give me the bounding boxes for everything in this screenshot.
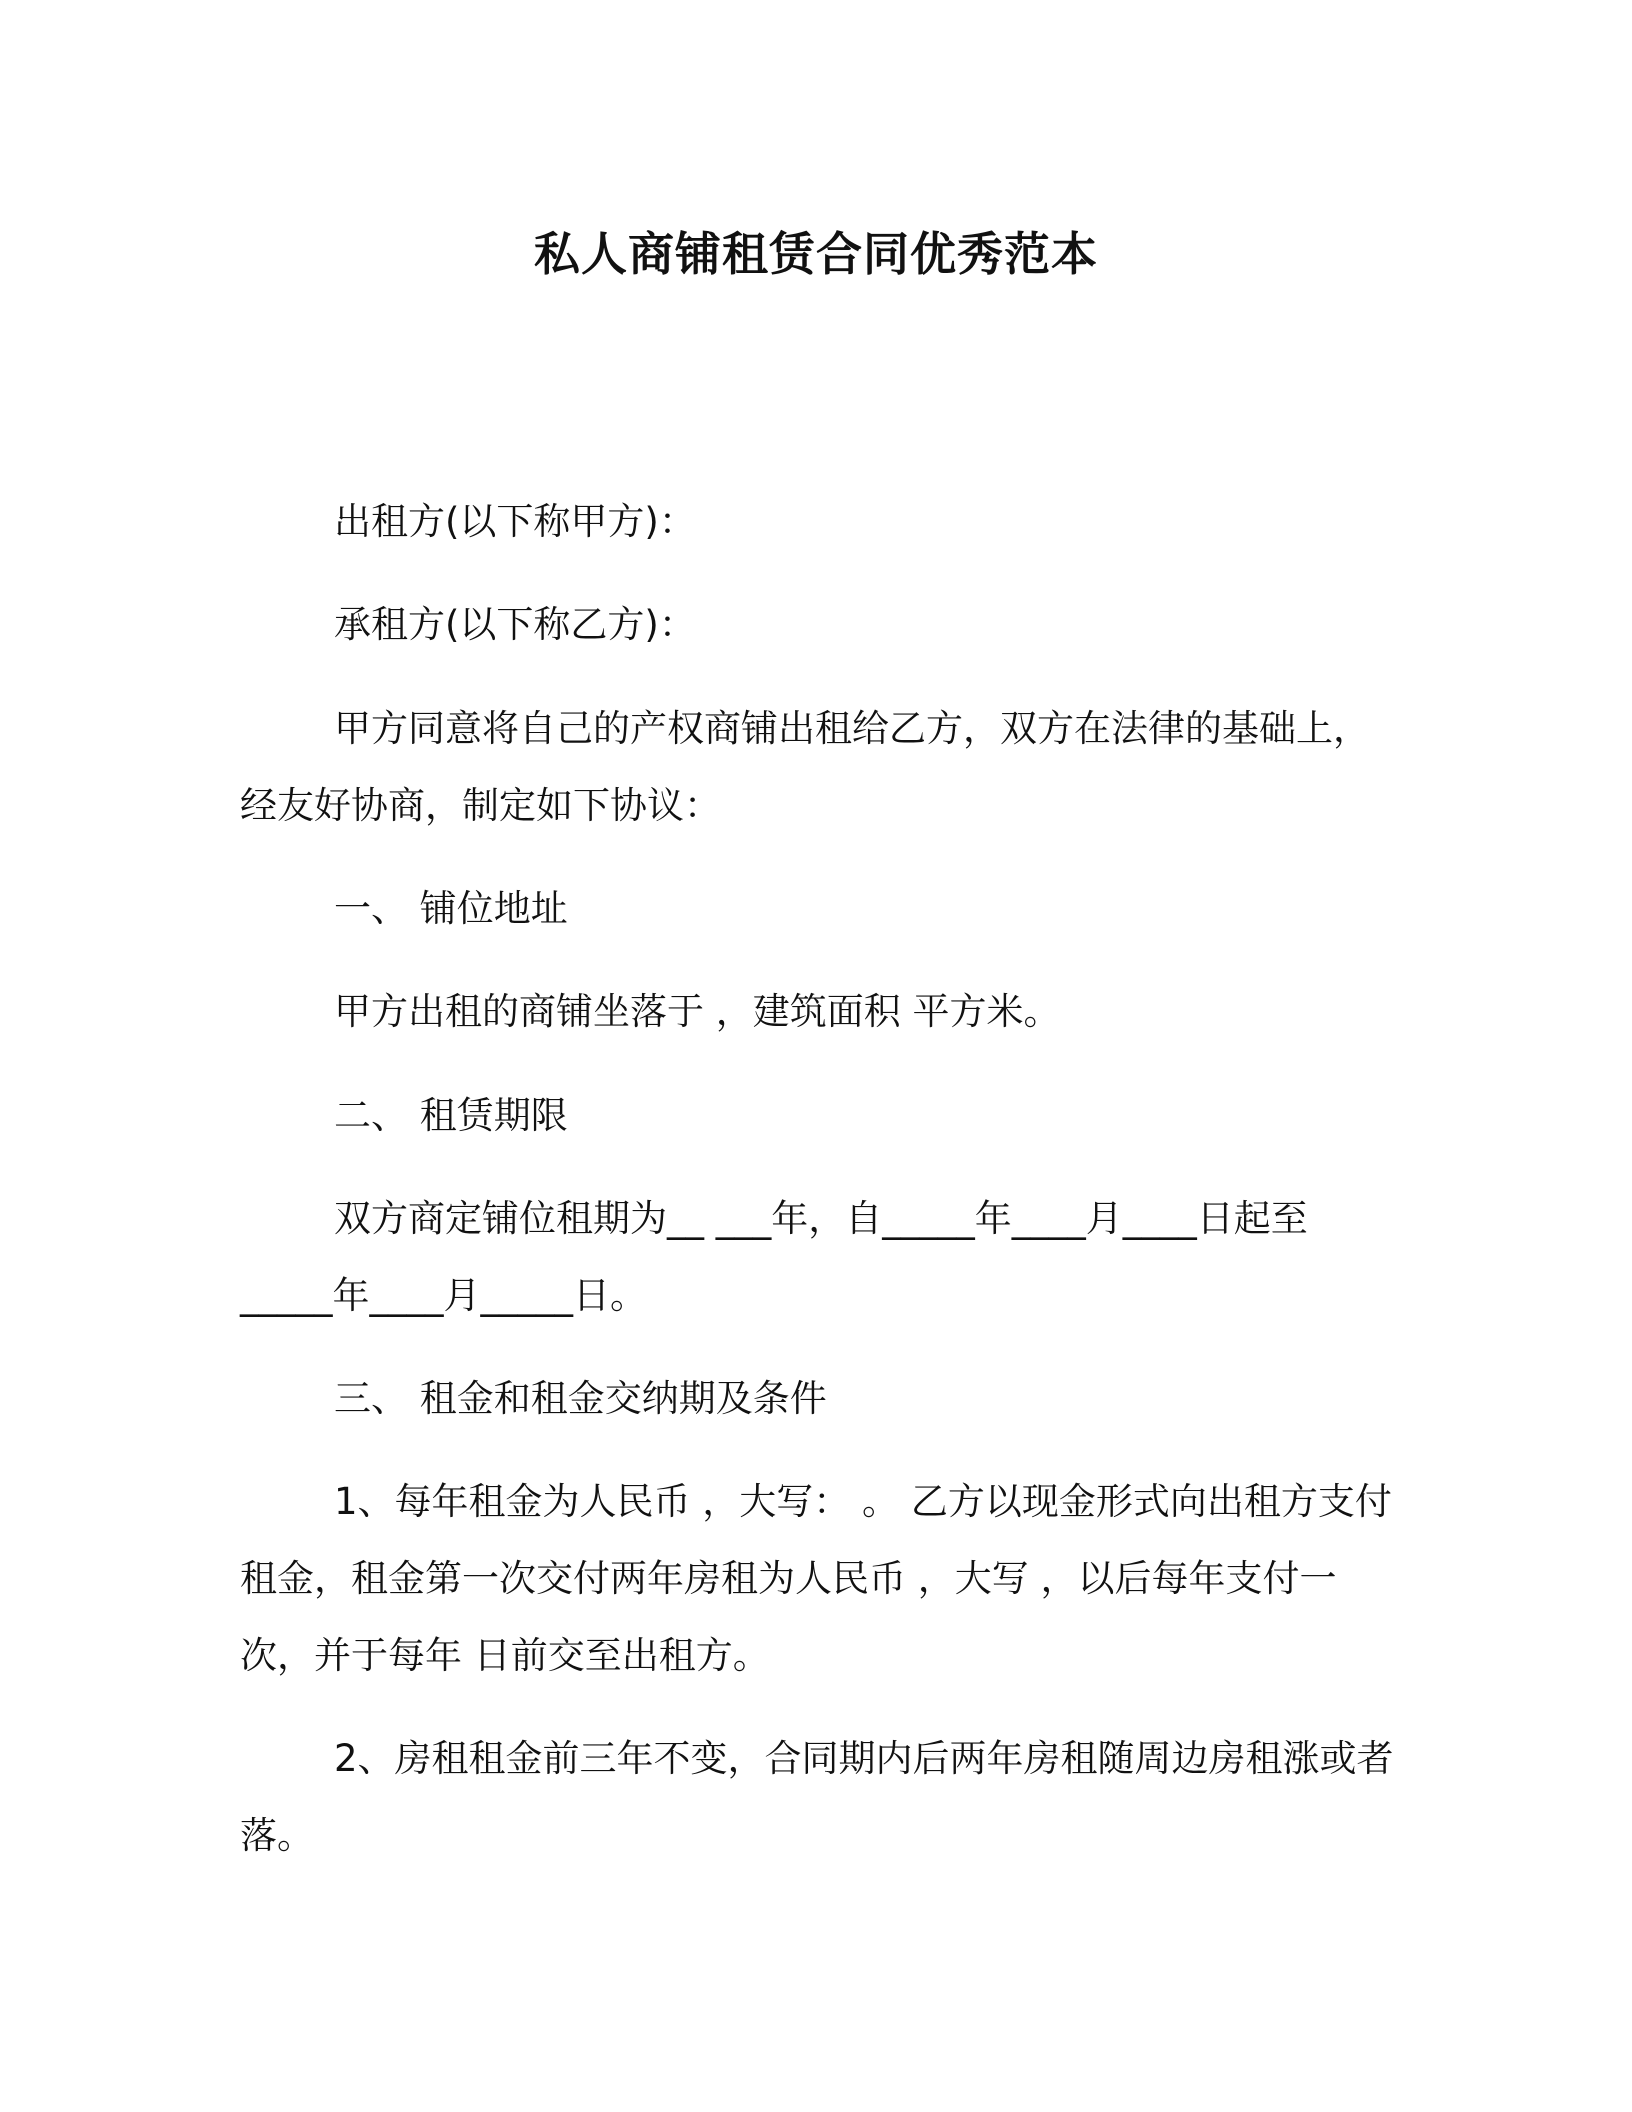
paragraph-lessor: 出租方(以下称甲方)：	[334, 500, 696, 543]
section-heading-term: 二、 租赁期限	[334, 1094, 568, 1137]
section-heading-rent: 三、 租金和租金交纳期及条件	[334, 1377, 827, 1420]
paragraph-rent-1: 1、每年租金为人民币 ，大写： 。 乙方以现金形式向出租方支付租金，租金第一次交付两年房租为人民币 ，大写 ，以后每年支付一次，并于每年 日前交至出租方。	[240, 1480, 1392, 1677]
paragraph-address: 甲方出租的商铺坐落于 ，建筑面积 平方米。	[334, 990, 1061, 1033]
section-heading-address: 一、 铺位地址	[334, 887, 568, 930]
paragraph-term: 双方商定铺位租期为__ ___年，自_____年____月____日起至_____年____月_____日。	[240, 1197, 1308, 1317]
paragraph-rent-2: 2、房租租金前三年不变，合同期内后两年房租随周边房租涨或者落。	[240, 1737, 1394, 1857]
paragraph-agreement-intro: 甲方同意将自己的产权商铺出租给乙方，双方在法律的基础上，经友好协商，制定如下协议：	[240, 707, 1370, 827]
paragraph-lessee: 承租方(以下称乙方)：	[334, 603, 696, 646]
document-title: 私人商铺租赁合同优秀范本	[534, 227, 1098, 281]
